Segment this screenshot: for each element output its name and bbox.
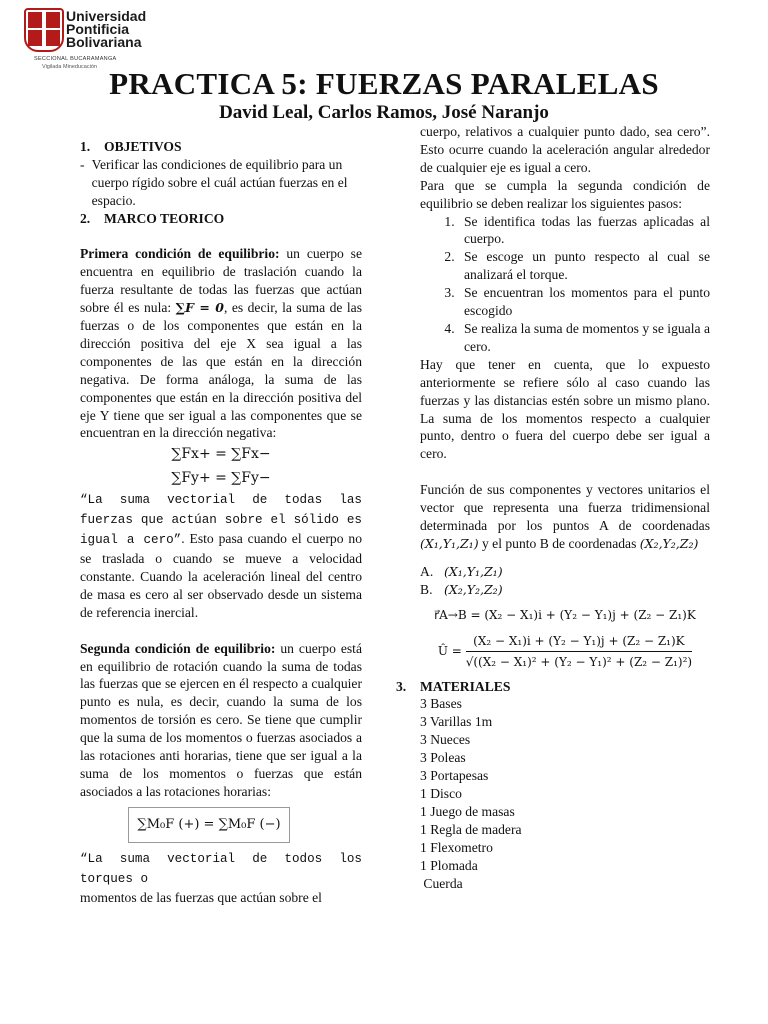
second-condition-quote-continued: momentos de las fuerzas que actúan sobre el bbox=[80, 889, 322, 905]
list-item: 4. Se realiza la suma de momentos y se iguala a cero. bbox=[458, 320, 710, 356]
list-item: 1 Disco bbox=[420, 785, 462, 801]
logo-seccional: SECCIONAL BUCARAMANGA bbox=[34, 56, 117, 62]
list-item: 3 Poleas bbox=[420, 750, 466, 766]
page-title: PRACTICA 5: FUERZAS PARALELAS bbox=[109, 66, 659, 101]
list-item: 3 Nueces bbox=[420, 732, 471, 748]
materials-list bbox=[420, 695, 710, 892]
list-item: 3. Se encuentran los momentos para el punto escogido bbox=[458, 284, 710, 320]
first-condition-quote: “La suma vectorial de todas las fuerzas que actúan sobre el sólido es igual a cero”. Esto pasa cuando el cuerpo no se traslada o cuando se mueve a velocidad constante. Cuando la aceleración lineal del centro de masa es cero al ser observado desde un sistema de referencia inercial. bbox=[80, 493, 362, 620]
first-condition-paragraph: Primera condición de equilibrio: un cuerpo se encuentra en equilibrio de traslación cuando la fuerza resultante de todas las fuerzas que actúan sobre él es nula: ∑F = 0, es decir, la suma de las fuerzas o de los componentes que están en la dirección positiva del eje X sea igual a las componentes de las que están en la dirección negativa. De forma análoga, la suma de las componentes que están en la dirección positiva del eje Y tiene que ser igual a las componentes que se encuentran en la dirección negativa: bbox=[80, 246, 362, 441]
list-item: 1 Regla de madera bbox=[420, 821, 522, 837]
list-item: A. (X₁,Y₁,Z₁) bbox=[420, 563, 503, 579]
note-paragraph: Hay que tener en cuenta, que lo expuesto anteriormente se refiere sólo al caso cuando las fuerzas y las distancias estén sobre un mismo plano. La suma de los momentos respecto a cualquier punto, dentro o fuera del cuerpo debe ser igual a cero. bbox=[420, 356, 710, 462]
list-item: 2. Se escoge un punto respecto al cual se analizará el torque. bbox=[458, 248, 710, 284]
list-item: 1. Se identifica todas las fuerzas aplicadas al cuerpo. bbox=[458, 213, 710, 249]
second-condition-paragraph: Segunda condición de equilibrio: un cuerpo está en equilibrio de rotación cuando la suma de todas las fuerzas que se ejercen en él respecto a cualquier punto es nula, es decir, cuando la suma de los momentos de torsión es cero. Se tiene que cumplir que la suma de los momentos o fuerzas asociados a las rotaciones anti horarias, tiene que ser igual a la suma de los momentos o fuerzas que están asociados a las rotaciones horarias: bbox=[80, 640, 362, 799]
list-item: 1 Plomada bbox=[420, 857, 478, 873]
unit-vector-equation: Û = $\frac{\text{(X₂ − X₁)i + (Y₂ − Y₁)j + (Z₂ − Z₁)K}}{\text{√((X₂ − X₁)² + (Y₂ − Y₁)² + (Z₂ − Z₁)²)}}$ bbox=[420, 631, 710, 672]
objective-item: - Verificar las condiciones de equilibrio para un cuerpo rígido sobre el cuál actúan fuerzas en el espacio. bbox=[80, 156, 348, 208]
equation-y: ∑Fy+ = ∑Fy− bbox=[171, 470, 271, 487]
section-materiales-heading: 3. MATERIALES bbox=[396, 678, 511, 694]
logo-name: Universidad Pontificia Bolivariana bbox=[66, 8, 147, 50]
steps-list bbox=[420, 213, 710, 356]
moment-equation: ∑M₀F (+) = ∑M₀F (−) bbox=[128, 807, 290, 843]
list-item: 3 Varillas 1m bbox=[420, 714, 493, 730]
logo-motto: Vigilada Mineducación bbox=[42, 64, 97, 70]
section-objetivos-heading: 1. OBJETIVOS bbox=[80, 139, 182, 154]
list-item: 3 Bases bbox=[420, 696, 462, 712]
section-marco-heading: 2. MARCO TEORICO bbox=[80, 210, 225, 226]
list-item: B. (X₂,Y₂,Z₂) bbox=[420, 581, 503, 597]
list-item: 1 Flexometro bbox=[420, 839, 493, 855]
list-item: 3 Portapesas bbox=[420, 768, 489, 784]
steps-intro: Para que se cumpla la segunda condición de equilibrio se deben realizar los siguientes pasos: bbox=[420, 177, 710, 211]
function-paragraph: Función de sus componentes y vectores unitarios el vector que representa una fuerza tridimensional determinada por los puntos A de coordenadas (X₁,Y₁,Z₁) y el punto B de coordenadas (X₂,Y₂,Z₂) bbox=[420, 482, 710, 551]
list-item: 1 Juego de masas bbox=[420, 803, 515, 819]
list-item: Cuerda bbox=[420, 875, 463, 891]
equation-x: ∑Fx+ = ∑Fx− bbox=[171, 446, 271, 463]
second-condition-quote: “La suma vectorial de todos los torques o bbox=[80, 851, 362, 886]
right-column bbox=[396, 123, 710, 892]
unit-vector-fraction: $\frac{\text{(X₂ − X₁)i + (Y₂ − Y₁)j + (Z₂ − Z₁)K}}{\text{√((X₂ − X₁)² + (Y₂ − Y₁)² + (Z₂ − Z₁)²)}}$ bbox=[466, 631, 692, 672]
quote-continuation: cuerpo, relativos a cualquier punto dado, sea cero”. Esto ocurre cuando la aceleración angular alrededor de cualquier eje es igual a cero. bbox=[420, 124, 710, 175]
shield-icon bbox=[24, 8, 64, 52]
left-column bbox=[80, 138, 362, 907]
points-list bbox=[420, 563, 710, 599]
university-logo bbox=[24, 8, 154, 74]
authors: David Leal, Carlos Ramos, José Naranjo bbox=[219, 102, 549, 123]
vector-r-equation: r⃗A→B = (X₂ − X₁)i + (Y₂ − Y₁)j + (Z₂ − Z₁)K bbox=[434, 607, 696, 622]
